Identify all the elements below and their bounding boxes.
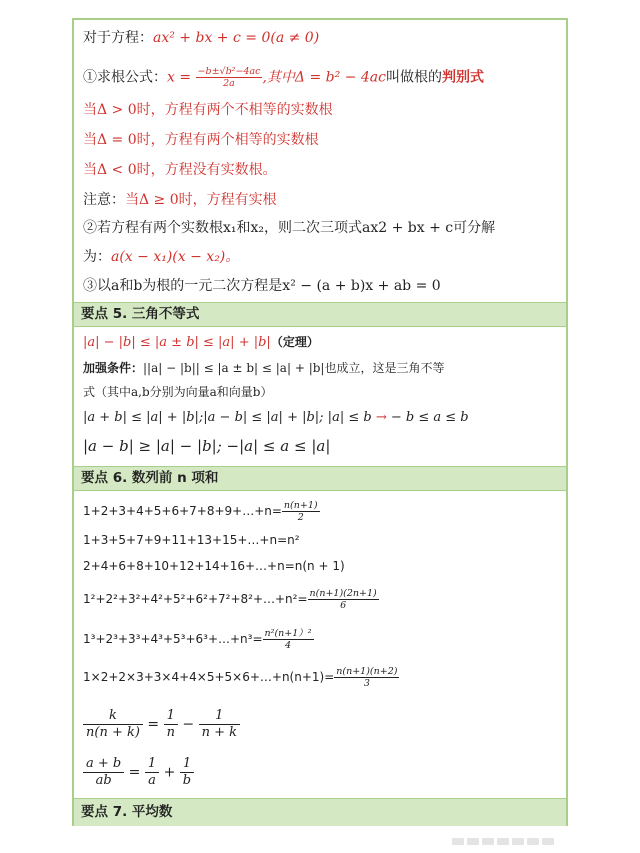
sum1-numerator: n(n+1) bbox=[283, 500, 318, 511]
f2a-denominator: a bbox=[148, 773, 156, 788]
sum1-fraction bbox=[282, 500, 320, 523]
formula-x: x = bbox=[167, 69, 196, 86]
intro-equation: ax² + bx + c = 0(a ≠ 0) bbox=[153, 30, 320, 46]
formula-rest: ,其中Δ = b² − 4ac bbox=[262, 69, 386, 86]
f2-denominator: ab bbox=[95, 773, 112, 788]
note-line bbox=[83, 190, 277, 210]
section5-header bbox=[74, 302, 566, 327]
sum6-numerator: n(n+1)(n+2) bbox=[336, 666, 398, 677]
section7-header bbox=[74, 798, 566, 826]
formula-tail: 叫做根的 bbox=[385, 69, 442, 86]
f2-numerator: a + b bbox=[83, 756, 124, 773]
f2-equals: = bbox=[124, 764, 145, 781]
strong-label: 加强条件： bbox=[83, 361, 144, 375]
sum1-denominator: 2 bbox=[297, 512, 304, 523]
f2b-denominator: b bbox=[182, 773, 192, 788]
inequality-line-4: |a − b| ≥ |a| − |b|; −|a| ≤ a ≤ |a| bbox=[83, 437, 331, 455]
factor-expression-line bbox=[83, 247, 239, 267]
f1-denominator: n(n + k) bbox=[86, 725, 140, 740]
factor-line: ②若方程有两个实数根x₁和x₂，则二次三项式ax2 + bx + c可分解 bbox=[83, 220, 496, 236]
sum5-numerator: n²(n+1）² bbox=[264, 628, 312, 639]
note-label: 注意： bbox=[83, 192, 125, 208]
sum6-left: 1×2+2×3+3×4+4×5+5×6+…+n(n+1)= bbox=[83, 670, 335, 684]
f1-fraction bbox=[83, 708, 143, 741]
sum5-denominator: 4 bbox=[285, 640, 292, 651]
formula-label: ①求根公式： bbox=[83, 69, 167, 86]
root-formula-fraction bbox=[196, 66, 263, 89]
strong-condition-line bbox=[83, 358, 444, 378]
split-fraction-2 bbox=[83, 756, 194, 792]
triangle-theorem-line bbox=[83, 332, 319, 353]
watermark bbox=[452, 830, 560, 838]
quad-intro bbox=[83, 28, 319, 48]
f2a-numerator: 1 bbox=[145, 756, 159, 773]
f2-fraction bbox=[83, 756, 124, 789]
sum-products bbox=[83, 666, 399, 694]
triangle-theorem: |a| − |b| ≤ |a ± b| ≤ |a| + |b| bbox=[83, 335, 271, 350]
case-negative: 当Δ < 0时，方程没有实数根。 bbox=[83, 162, 277, 178]
split-fraction-1 bbox=[83, 708, 240, 744]
vieta-line: ③以a和b为根的一元二次方程是x² − (a + b)x + ab = 0 bbox=[83, 278, 441, 294]
section5-title: 要点 5. 三角不等式 bbox=[81, 306, 200, 322]
section6-header bbox=[74, 466, 566, 491]
sum-odd: 1+3+5+7+9+11+13+15+…+n=n² bbox=[83, 533, 300, 547]
sum4-numerator: n(n+1)(2n+1) bbox=[309, 588, 377, 599]
f2a-fraction bbox=[145, 756, 159, 789]
sum-natural bbox=[83, 500, 320, 528]
strong-text-2: 式（其中a,b分别为向量a和向量b） bbox=[83, 385, 273, 399]
f1a-fraction bbox=[164, 708, 178, 741]
formula-numerator: −b±√b²−4ac bbox=[197, 66, 261, 77]
factor-expression: a(x − x₁)(x − x₂)。 bbox=[111, 249, 240, 265]
sum-squares bbox=[83, 588, 379, 616]
note-sheet bbox=[72, 18, 568, 826]
implies-arrow-icon: → bbox=[375, 410, 387, 425]
f1-equals: = bbox=[142, 716, 164, 733]
section7-title: 要点 7. 平均数 bbox=[81, 804, 173, 820]
sum4-left: 1²+2²+3²+4²+5²+6²+7²+8²+…+n²= bbox=[83, 592, 308, 606]
f1-minus: − bbox=[177, 716, 199, 733]
theorem-tag: （定理） bbox=[270, 335, 319, 349]
sum4-denominator: 6 bbox=[340, 600, 347, 611]
f1b-denominator: n + k bbox=[201, 725, 238, 740]
f2b-numerator: 1 bbox=[180, 756, 194, 773]
section6-title: 要点 6. 数列前 n 项和 bbox=[81, 470, 219, 486]
sum-even: 2+4+6+8+10+12+14+16+…+n=n(n + 1) bbox=[83, 559, 345, 573]
inequality-line-3 bbox=[83, 408, 469, 428]
f2-plus: + bbox=[159, 764, 180, 781]
factor-label: 为： bbox=[83, 249, 111, 265]
sum5-fraction bbox=[263, 628, 314, 651]
f1-numerator: k bbox=[83, 708, 143, 725]
sum1-left: 1+2+3+4+5+6+7+8+9+…+n= bbox=[83, 504, 282, 518]
sum5-left: 1³+2³+3³+4³+5³+6³+…+n³= bbox=[83, 632, 263, 646]
f1b-fraction bbox=[199, 708, 240, 741]
inequality-3b: − b ≤ a ≤ b bbox=[386, 410, 469, 425]
sum4-fraction bbox=[308, 588, 379, 611]
intro-label: 对于方程： bbox=[83, 30, 153, 46]
discriminant-term: 判别式 bbox=[441, 69, 484, 86]
sum6-fraction bbox=[334, 666, 399, 689]
sum6-denominator: 3 bbox=[363, 678, 370, 689]
f2b-fraction bbox=[180, 756, 194, 789]
f1b-numerator: 1 bbox=[199, 708, 240, 725]
root-formula-line bbox=[83, 66, 484, 96]
sum-cubes bbox=[83, 628, 314, 656]
case-positive: 当Δ > 0时，方程有两个不相等的实数根 bbox=[83, 102, 333, 118]
formula-denominator: 2a bbox=[223, 78, 235, 89]
strong-text: ||a| − |b|| ≤ |a ± b| ≤ |a| + |b|也成立，这是三角不等 bbox=[143, 361, 445, 375]
case-zero: 当Δ = 0时，方程有两个相等的实数根 bbox=[83, 132, 319, 148]
inequality-3a: |a + b| ≤ |a| + |b|;|a − b| ≤ |a| + |b|; |a| ≤ b bbox=[83, 410, 376, 425]
f1a-numerator: 1 bbox=[164, 708, 178, 725]
note-text: 当Δ ≥ 0时，方程有实根 bbox=[125, 192, 277, 208]
f1a-denominator: n bbox=[166, 725, 175, 740]
